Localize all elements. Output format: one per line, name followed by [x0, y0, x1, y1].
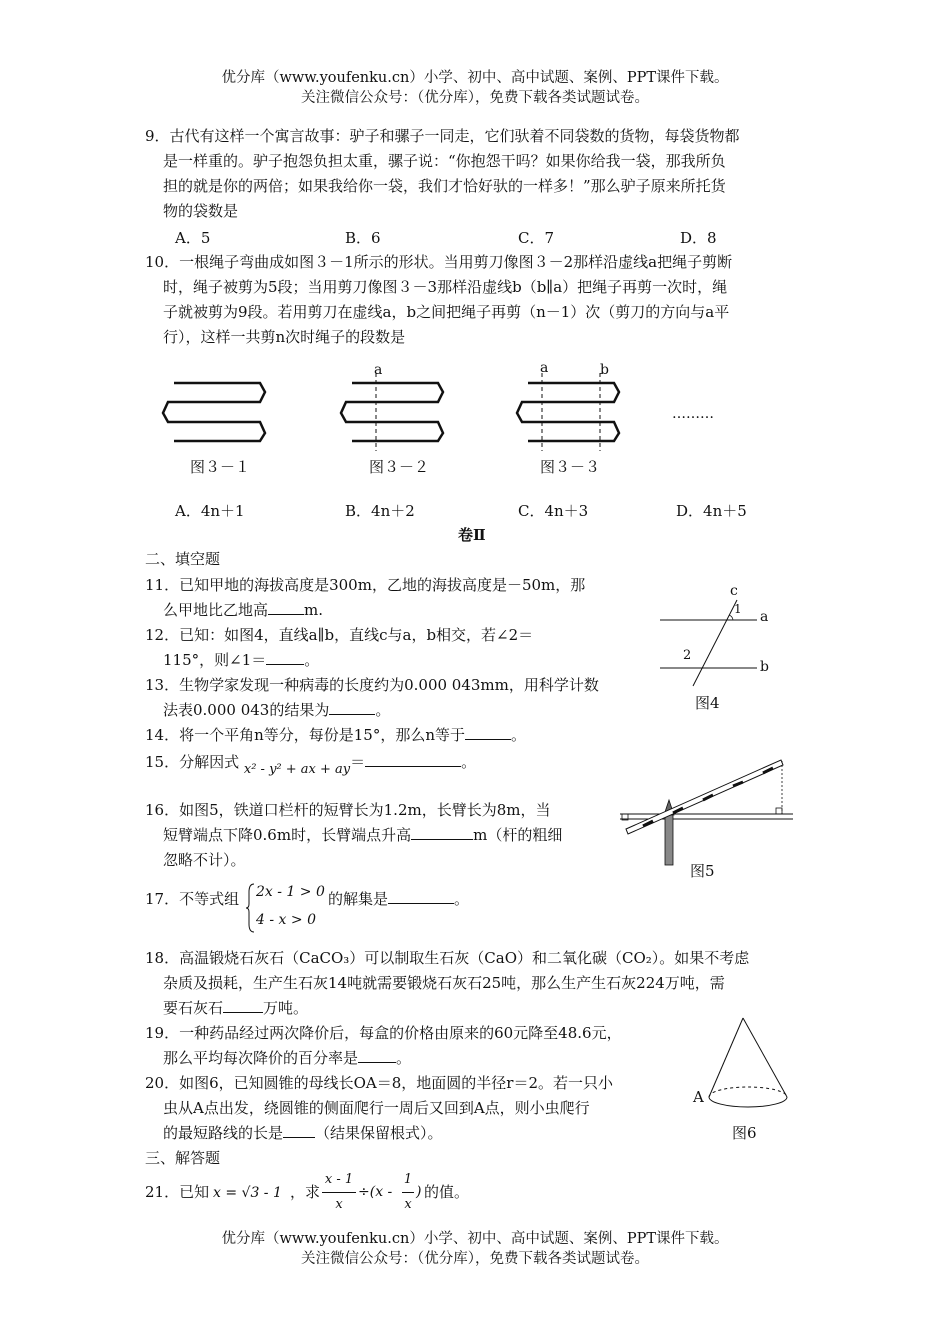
q10-option-b: B．4n＋2: [345, 502, 415, 520]
fig6-label-a: A: [693, 1088, 704, 1106]
q17-inequality-2: 4 - x > 0: [256, 912, 316, 928]
q9-line-2: 是一样重的。驴子抱怨负担太重，骡子说：“你抱怨干吗？如果你给我一袋，那我所负: [163, 152, 726, 170]
q18-end: 万吨。: [263, 999, 309, 1017]
fig6-caption: 图6: [732, 1124, 757, 1142]
q16-line-3: 忽略不计）。: [163, 851, 246, 869]
q12-answer-blank[interactable]: [266, 648, 304, 665]
fig3-3-label-b: b: [600, 362, 609, 378]
q14-answer-blank[interactable]: [465, 723, 511, 740]
q19-line-1: 19．一种药品经过两次降价后，每盒的价格由原来的60元降至48.6元，: [145, 1024, 622, 1042]
q12-line-1: 12．已知：如图4，直线a∥b，直线c与a，b相交，若∠2＝: [145, 626, 534, 644]
q11-line-1: 11．已知甲地的海拔高度是300m，乙地的海拔高度是－50m，那: [145, 576, 586, 594]
q12-end: 。: [304, 651, 320, 669]
q9-option-c: C．7: [518, 229, 555, 247]
q21-frac-bar: [322, 1192, 356, 1193]
fig5-diagram: [618, 755, 798, 870]
q16-line-2: [163, 823, 562, 848]
fig3-1-caption: 图３－１: [190, 458, 251, 476]
footer-line-1: 优分库（www.youfenku.cn）小学、初中、高中试题、案例、PPT课件下载。: [221, 1231, 729, 1247]
fig3-ellipsis: ………: [672, 406, 714, 422]
q20-line-3: [163, 1121, 443, 1146]
section-fill-title: 二、填空题: [145, 550, 221, 568]
fig3-2-rope: [338, 365, 448, 455]
q21-mid: ，求: [290, 1183, 321, 1201]
q9-line-3: 担的就是你的两倍；如果我给你一袋，我们才恰好驮的一样多！”那么驴子原来所托货: [163, 177, 726, 195]
header-line-1: 优分库（www.youfenku.cn）小学、初中、高中试题、案例、PPT课件下载。: [221, 70, 729, 86]
q21-frac2-numerator: 1: [403, 1172, 413, 1187]
q15-expression: x² - y² + ax + ay: [243, 762, 351, 777]
q9-option-a: A．5: [175, 229, 211, 247]
q10-line-4: 行），这样一共剪n次时绳子的段数是: [163, 328, 406, 346]
section-solve-title: 三、解答题: [145, 1149, 221, 1167]
fig3-3-rope: [514, 365, 624, 455]
q20-line-2: 虫从A点出发，绕圆锥的侧面爬行一周后又回到A点，则小虫爬行: [163, 1099, 590, 1117]
q17-end: 。: [454, 890, 470, 908]
q11-line-2: [163, 598, 323, 623]
q13-line-1: 13．生物学家发现一种病毒的长度约为0.000 043mm，用科学计数: [145, 676, 599, 694]
q19-end: 。: [396, 1049, 412, 1067]
q21-frac-numerator: x - 1: [324, 1172, 354, 1187]
fig3-2-label-a: a: [374, 362, 383, 378]
q15-end: 。: [461, 753, 477, 771]
fig5-caption: 图5: [690, 862, 715, 880]
q10-option-a: A．4n＋1: [175, 502, 245, 520]
q19-line-2: [163, 1046, 411, 1071]
q21-frac2-bar: [402, 1192, 414, 1193]
q20-line-1: 20．如图6，已知圆锥的母线长OA＝8，地面圆的半径r＝2。若一只小: [145, 1074, 614, 1092]
q12-text: 115°，则∠1＝: [163, 651, 267, 669]
q18-line-1: 18．高温锻烧石灰石（CaCO₃）可以制取生石灰（CaO）和二氧化碳（CO₂）。如果不考虑: [145, 949, 750, 967]
q16-text: 短臂端点下降0.6m时，长臂端点升高: [163, 826, 412, 844]
q16-text-end: m（杆的粗细: [473, 826, 563, 844]
q12-line-2: [163, 648, 319, 673]
q9-option-b: B．6: [345, 229, 381, 247]
q19-text: 那么平均每次降价的百分率是: [163, 1049, 359, 1067]
q9-line-1: 9．古代有这样一个寓言故事：驴子和骡子一同走，它们驮着不同袋数的货物，每袋货物都: [145, 127, 740, 145]
q11-answer-blank[interactable]: [268, 598, 304, 615]
angle-1-arc: [729, 615, 733, 620]
q21-suffix: 的值。: [424, 1183, 470, 1201]
q11-text: 么甲地比乙地高: [163, 601, 269, 619]
q16-answer-blank[interactable]: [411, 823, 473, 840]
q16-line-1: 16．如图5，铁道口栏杆的短臂长为1.2m，长臂长为8m，当: [145, 801, 551, 819]
fig4-label-c: c: [730, 583, 738, 599]
fig4-label-b: b: [760, 659, 769, 675]
q11-unit: m.: [304, 601, 324, 619]
q18-line-2: 杂质及损耗，生产生石灰14吨就需要锻烧石灰石25吨，那么生产生石灰224万吨，需: [163, 974, 725, 992]
header-line-2: 关注微信公众号：（优分库），免费下载各类试题试卷。: [301, 90, 649, 106]
q10-line-1: 10．一根绳子弯曲成如图３－1所示的形状。当用剪刀像图３－2那样沿虚线a把绳子剪断: [145, 253, 733, 271]
q21-close-paren: ): [416, 1184, 422, 1200]
q21-prefix: 21．已知: [145, 1183, 210, 1201]
q13-answer-blank[interactable]: [329, 698, 375, 715]
q10-line-3: 子就被剪为9段。若用剪刀在虚线a，b之间把绳子再剪（n－1）次（剪刀的方向与a平: [163, 303, 730, 321]
q14-end: 。: [511, 726, 527, 744]
fig4-diagram: [655, 588, 775, 688]
base-back: [709, 1087, 787, 1097]
post: [665, 813, 673, 865]
q19-answer-blank[interactable]: [358, 1046, 396, 1063]
fig3-2-caption: 图３－２: [369, 458, 430, 476]
q15-line: [145, 750, 476, 776]
q18-text: 要石灰石: [163, 999, 224, 1017]
fig4-angle-1: 1: [734, 602, 742, 616]
fig4-angle-2: 2: [683, 648, 692, 663]
line-c: [693, 600, 737, 686]
q20-text: 的最短路线的长是: [163, 1124, 284, 1142]
q10-line-2: 时，绳子被剪为5段；当用剪刀像图３－3那样沿虚线b（b∥a）把绳子再剪一次时，绳: [163, 278, 728, 296]
q17-answer-blank[interactable]: [388, 887, 454, 904]
fig3-3-label-a: a: [540, 360, 549, 376]
fig3-3-caption: 图３－３: [540, 458, 601, 476]
q15-answer-blank[interactable]: [365, 750, 461, 767]
q10-option-d: D．4n＋5: [676, 502, 747, 520]
fig4-label-a: a: [760, 609, 769, 625]
q14-text: 14．将一个平角n等分，每份是15°，那么n等于: [145, 726, 465, 744]
q21-frac2-denominator: x: [404, 1197, 412, 1212]
fig6-cone: [705, 1015, 795, 1120]
q9-option-d: D．8: [680, 229, 717, 247]
q17-inequality-1: 2x - 1 > 0: [256, 884, 325, 900]
q17-suffix: [328, 887, 469, 912]
fig4-caption: 图4: [695, 694, 720, 712]
q14-line-1: [145, 723, 526, 748]
q17-text: 的解集是: [328, 890, 389, 908]
base-front: [709, 1097, 787, 1107]
q13-end: 。: [375, 701, 391, 719]
footer-line-2: 关注微信公众号：（优分库），免费下载各类试题试卷。: [301, 1251, 649, 1267]
q21-frac-denominator: x: [335, 1197, 343, 1212]
q10-option-c: C．4n＋3: [518, 502, 589, 520]
q15-equals: ＝: [350, 753, 366, 771]
q15-text: 15．分解因式: [145, 753, 240, 771]
fig3-1-rope: [160, 378, 270, 448]
q17-brace: [246, 882, 256, 934]
q21-divide: ÷(x -: [358, 1184, 393, 1200]
q13-line-2: [163, 698, 390, 723]
part2-title: 卷Ⅱ: [458, 526, 486, 544]
q17-prefix: 17．不等式组: [145, 890, 240, 908]
q18-answer-blank[interactable]: [223, 996, 263, 1013]
q21-x-definition: x = √3 - 1: [213, 1185, 282, 1201]
q20-answer-blank[interactable]: [283, 1121, 315, 1138]
q9-line-4: 物的袋数是: [163, 202, 239, 220]
q20-end: （结果保留根式）。: [315, 1124, 443, 1142]
q13-text: 法表0.000 043的结果为: [163, 701, 330, 719]
q18-line-3: [163, 996, 308, 1021]
